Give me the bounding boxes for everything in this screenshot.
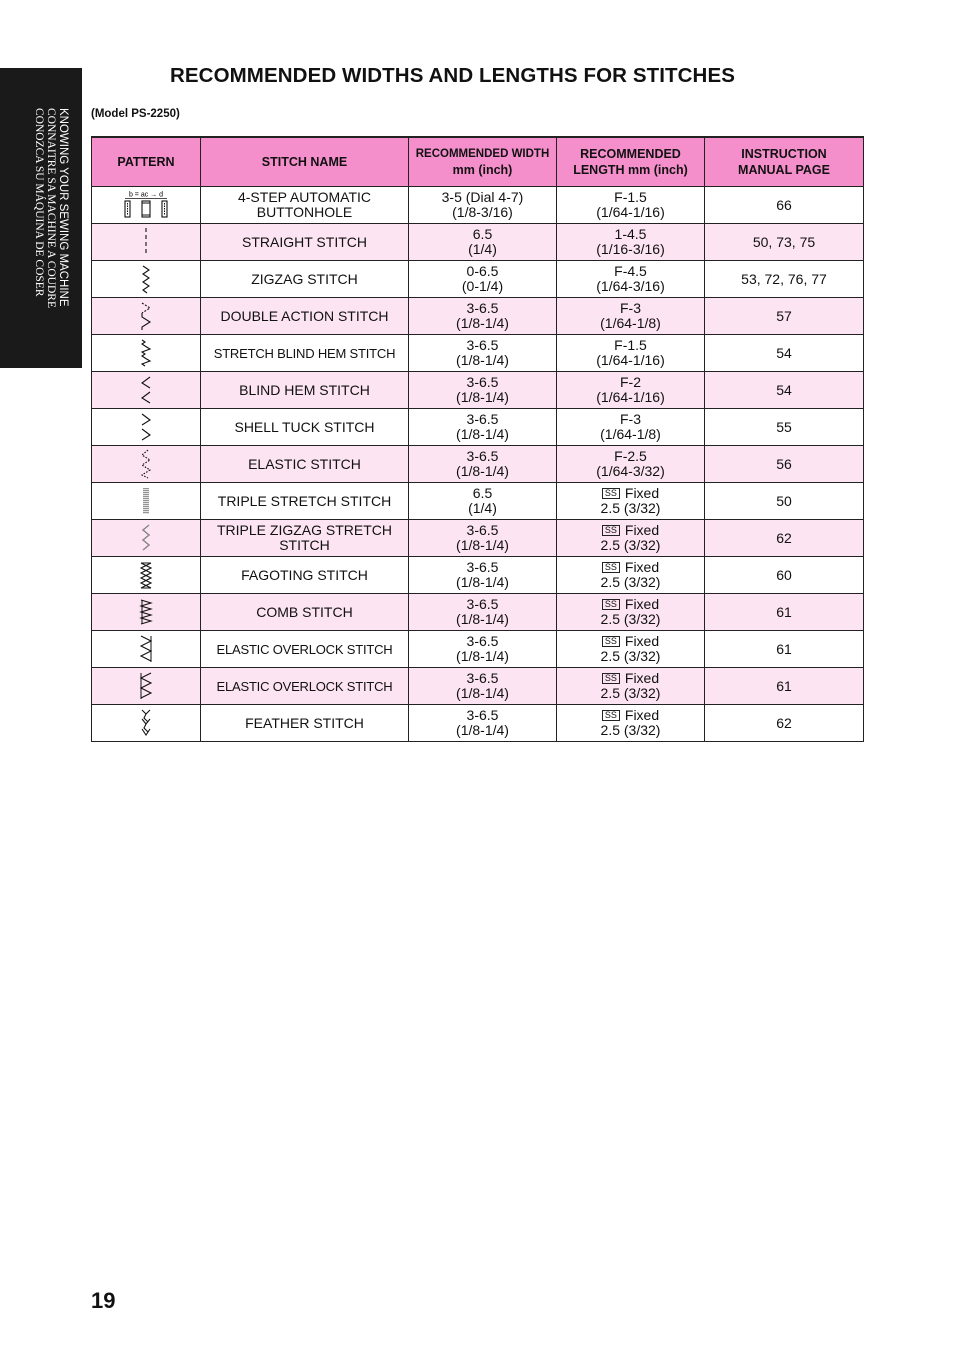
elastic-overlock-2-icon [94,670,198,702]
length-line1: F-2.5 [614,448,647,464]
table-row [92,224,864,261]
pattern-cell [92,631,201,668]
length-line2: (1/64-3/16) [596,278,665,294]
width-line1: 3-6.5 [466,707,499,723]
pattern-cell [92,409,201,446]
table-row [92,557,864,594]
length-line2: (1/16-3/16) [596,241,665,257]
manual-page-cell: 60 [705,557,864,594]
pattern-cell [92,594,201,631]
length-cell [557,261,705,298]
width-cell [409,187,557,224]
width-cell [409,372,557,409]
length-line2: 2.5 (3/32) [600,500,661,516]
pattern-cell [92,335,201,372]
table-row [92,446,864,483]
pattern-cell [92,298,201,335]
stitch-name-line1: ZIGZAG STITCH [251,270,358,287]
stretch-blind-hem-icon [94,337,198,369]
ss-badge: SS [602,636,620,647]
side-tab-line-en: KNOWING YOUR SEWING MACHINE [57,108,69,307]
width-cell [409,631,557,668]
length-line2: 2.5 (3/32) [600,537,661,553]
stitch-name-line1: FEATHER STITCH [245,714,364,731]
manual-page-cell: 62 [705,520,864,557]
stitch-name-line1: STRETCH BLIND HEM STITCH [213,345,396,361]
blind-hem-icon [94,374,198,406]
ss-badge: SS [602,525,620,536]
table-row [92,705,864,742]
manual-page-cell: 61 [705,631,864,668]
length-line1 [559,523,702,538]
side-tab-text [33,108,69,308]
length-line1: F-1.5 [614,189,647,205]
length-cell [557,520,705,557]
pattern-cell [92,224,201,261]
length-line1 [559,671,702,686]
length-line1: F-2 [620,374,641,390]
fagoting-icon [94,559,198,591]
manual-page-cell: 61 [705,594,864,631]
width-cell [409,298,557,335]
feather-stitch-icon [94,707,198,739]
width-line2: (1/8-3/16) [452,204,513,220]
width-line1: 0-6.5 [466,263,499,279]
manual-page-cell: 62 [705,705,864,742]
width-cell [409,557,557,594]
header-length [557,137,705,187]
width-line2: (1/8-1/4) [456,426,509,442]
manual-page-cell: 66 [705,187,864,224]
buttonhole-icon [94,190,198,220]
width-line2: (1/8-1/4) [456,352,509,368]
length-cell [557,705,705,742]
header-page-line1: INSTRUCTION [741,147,827,161]
width-line2: (1/8-1/4) [456,611,509,627]
width-line2: (1/8-1/4) [456,685,509,701]
length-line1 [559,708,702,723]
stitch-name-cell [201,631,409,668]
stitch-name-cell [201,261,409,298]
length-line1: F-3 [620,411,641,427]
length-line1: 1-4.5 [614,226,647,242]
stitch-name-cell [201,446,409,483]
length-line1 [559,486,702,501]
width-cell [409,409,557,446]
triple-zigzag-icon [94,522,198,554]
length-fixed: Fixed [624,707,660,723]
manual-page-cell: 50 [705,483,864,520]
table-row [92,261,864,298]
length-cell [557,187,705,224]
ss-badge: SS [602,488,620,499]
length-line2: (1/64-1/8) [600,426,661,442]
stitch-name-cell [201,705,409,742]
width-line1: 3-6.5 [466,448,499,464]
stitch-name-line1: 4-STEP AUTOMATIC [237,189,372,205]
stitch-name-cell [201,224,409,261]
pattern-cell [92,557,201,594]
length-line2: (1/64-1/16) [596,389,665,405]
table-row [92,187,864,224]
double-action-stitch-icon [94,300,198,332]
width-line2: (0-1/4) [461,278,504,294]
stitch-name-cell [201,298,409,335]
manual-page-cell: 54 [705,372,864,409]
ss-badge: SS [602,562,620,573]
length-fixed: Fixed [624,522,660,538]
stitch-name-line1: STRAIGHT STITCH [242,233,367,250]
stitch-name-cell [201,668,409,705]
length-fixed: Fixed [624,633,660,649]
width-line1: 6.5 [472,226,493,242]
width-cell [409,483,557,520]
pattern-cell [92,483,201,520]
stitch-name-line2: STITCH [279,537,330,553]
width-line1: 3-6.5 [466,633,499,649]
manual-page-cell: 53, 72, 76, 77 [705,261,864,298]
width-cell [409,224,557,261]
stitch-name-cell [201,483,409,520]
shell-tuck-icon [94,411,198,443]
ss-badge: SS [602,710,620,721]
length-line2: 2.5 (3/32) [600,648,661,664]
stitch-name-line1: COMB STITCH [256,603,353,620]
table-row [92,483,864,520]
header-length-line2: LENGTH mm (inch) [573,163,688,177]
header-manual-page [705,137,864,187]
length-line2: (1/64-3/32) [596,463,665,479]
width-cell [409,520,557,557]
pattern-cell [92,261,201,298]
length-fixed: Fixed [624,670,660,686]
header-length-line1: RECOMMENDED [580,147,681,161]
length-line2: 2.5 (3/32) [600,574,661,590]
straight-stitch-icon [94,226,198,258]
table-row [92,409,864,446]
table-row [92,631,864,668]
stitch-name-line2: BUTTONHOLE [256,204,353,220]
width-line1: 3-6.5 [466,411,499,427]
width-line2: (1/8-1/4) [456,574,509,590]
elastic-overlock-icon [94,633,198,665]
stitch-name-cell [201,187,409,224]
ss-badge: SS [602,673,620,684]
length-line1 [559,634,702,649]
length-fixed: Fixed [624,559,660,575]
width-cell [409,705,557,742]
length-cell [557,372,705,409]
side-tab-line-fr: CONNAITRE SA MACHINE A COUDRE [45,108,57,308]
width-line1: 3-6.5 [466,522,499,538]
manual-page-cell: 56 [705,446,864,483]
width-line1: 3-6.5 [466,374,499,390]
table-row [92,668,864,705]
comb-stitch-icon [94,596,198,628]
header-width [409,137,557,187]
width-line1: 3-6.5 [466,300,499,316]
length-cell [557,224,705,261]
elastic-stitch-icon [94,448,198,480]
table-row [92,372,864,409]
width-line2: (1/8-1/4) [456,463,509,479]
length-line1 [559,560,702,575]
zigzag-stitch-icon [94,263,198,295]
length-cell [557,483,705,520]
width-line1: 6.5 [472,485,493,501]
width-line2: (1/8-1/4) [456,315,509,331]
stitch-table [91,136,864,742]
length-cell [557,557,705,594]
width-cell [409,446,557,483]
side-tab-line-es: CONOZCA SU MÁQUINA DE COSER [33,108,45,297]
width-cell [409,668,557,705]
width-line2: (1/8-1/4) [456,389,509,405]
buttonhole-label: b = ac → d [128,191,164,199]
width-line1: 3-6.5 [466,559,499,575]
header-width-line1: RECOMMENDED WIDTH [415,148,550,160]
pattern-cell [92,446,201,483]
length-line2: (1/64-1/16) [596,204,665,220]
length-cell [557,298,705,335]
length-line1 [559,597,702,612]
length-cell [557,668,705,705]
table-row [92,298,864,335]
length-line2: (1/64-1/16) [596,352,665,368]
stitch-name-line1: FAGOTING STITCH [241,566,368,583]
table-row [92,335,864,372]
manual-page-cell: 61 [705,668,864,705]
stitch-name-line1: ELASTIC STITCH [248,455,361,472]
stitch-name-line1: TRIPLE ZIGZAG STRETCH [216,522,392,538]
header-page-line2: MANUAL PAGE [738,163,830,177]
table-header-row [92,137,864,187]
width-line2: (1/8-1/4) [456,722,509,738]
length-line2: 2.5 (3/32) [600,611,661,627]
stitch-name-cell [201,372,409,409]
manual-page-cell: 55 [705,409,864,446]
length-cell [557,631,705,668]
length-cell [557,594,705,631]
page-title: RECOMMENDED WIDTHS AND LENGTHS FOR STITCHES [170,64,736,87]
stitch-name-line1: SHELL TUCK STITCH [234,418,375,435]
pattern-cell [92,705,201,742]
page-number: 19 [91,1288,116,1313]
length-line1: F-1.5 [614,337,647,353]
manual-page-cell: 50, 73, 75 [705,224,864,261]
width-line2: (1/8-1/4) [456,648,509,664]
stitch-name-line1: ELASTIC OVERLOCK STITCH [216,678,393,694]
width-line2: (1/4) [468,241,497,257]
length-line2: 2.5 (3/32) [600,685,661,701]
length-fixed: Fixed [624,596,660,612]
stitch-name-line1: DOUBLE ACTION STITCH [220,307,389,324]
width-line1: 3-6.5 [466,337,499,353]
stitch-name-cell [201,557,409,594]
length-fixed: Fixed [624,485,660,501]
width-cell [409,594,557,631]
length-cell [557,335,705,372]
stitch-name-line1: ELASTIC OVERLOCK STITCH [216,641,393,657]
stitch-name-line1: TRIPLE STRETCH STITCH [217,492,392,509]
ss-badge: SS [602,599,620,610]
pattern-cell [92,372,201,409]
width-line1: 3-5 (Dial 4-7) [441,189,524,205]
length-cell [557,446,705,483]
width-cell [409,335,557,372]
stitch-name-line1: BLIND HEM STITCH [239,381,370,398]
pattern-cell [92,668,201,705]
header-stitch-name: STITCH NAME [201,137,409,187]
length-line2: (1/64-1/8) [600,315,661,331]
pattern-cell [92,187,201,224]
table-row [92,594,864,631]
width-line1: 3-6.5 [466,596,499,612]
length-cell [557,409,705,446]
header-pattern: PATTERN [92,137,201,187]
width-line1: 3-6.5 [466,670,499,686]
manual-page-cell: 57 [705,298,864,335]
header-width-line2: mm (inch) [452,163,513,177]
width-line2: (1/8-1/4) [456,537,509,553]
manual-page-cell: 54 [705,335,864,372]
length-line1: F-3 [620,300,641,316]
pattern-cell [92,520,201,557]
table-row [92,520,864,557]
width-cell [409,261,557,298]
length-line2: 2.5 (3/32) [600,722,661,738]
model-label: (Model PS-2250) [91,108,180,120]
stitch-name-cell [201,409,409,446]
triple-stretch-icon [94,485,198,517]
width-line2: (1/4) [468,500,497,516]
stitch-name-cell [201,594,409,631]
stitch-name-cell [201,520,409,557]
length-line1: F-4.5 [614,263,647,279]
stitch-name-cell [201,335,409,372]
